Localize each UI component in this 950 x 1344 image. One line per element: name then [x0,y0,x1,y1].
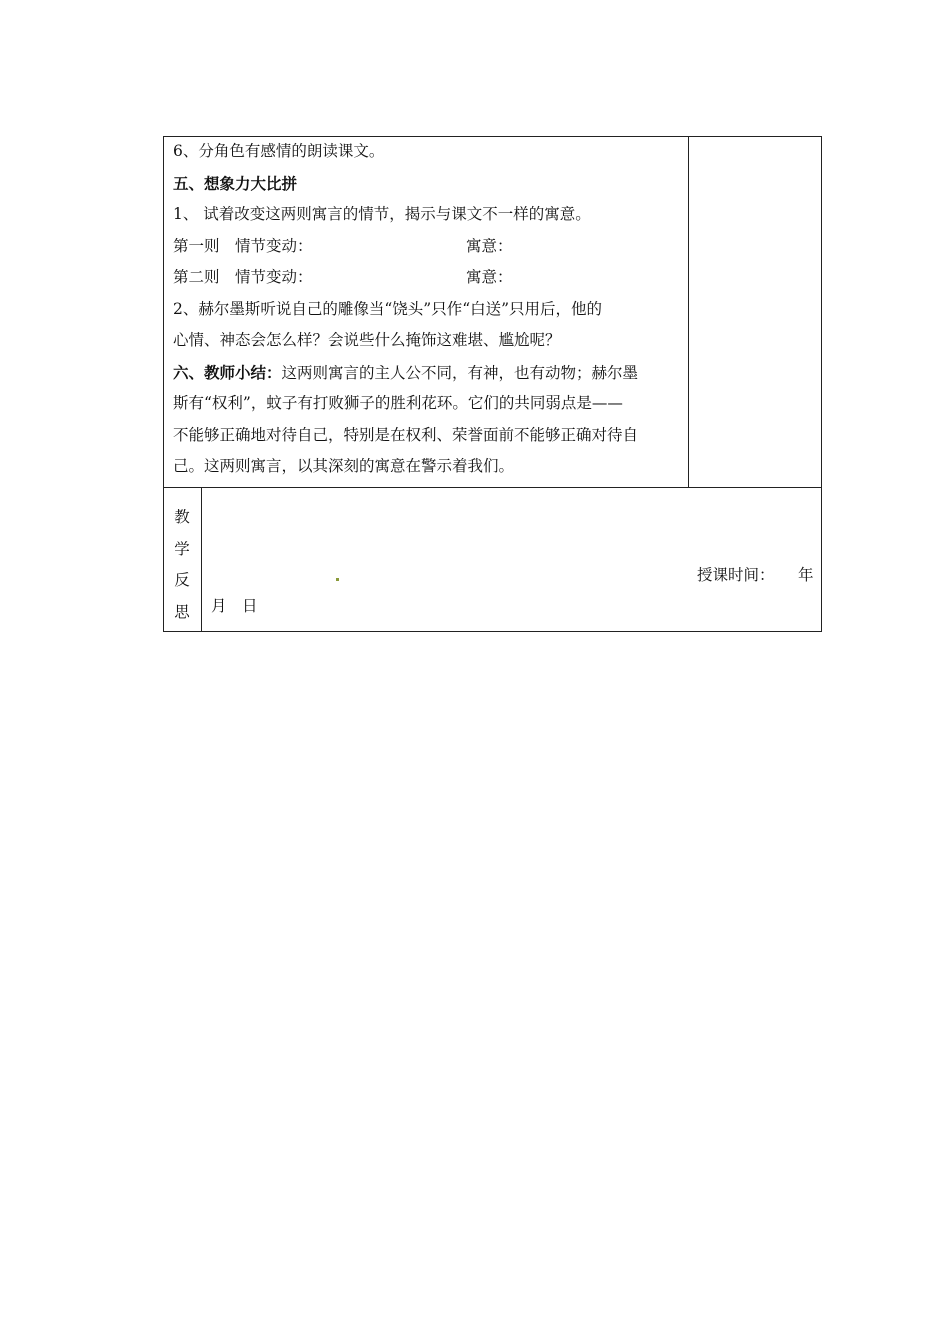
table-divider-vertical [688,137,689,487]
table-divider-horizontal [164,487,821,488]
activity-read-aloud: 6、分角色有感情的朗读课文。 [173,142,385,160]
fable-two-row [173,262,681,294]
fable-two-plot-label: 第二则 情节变动： [173,268,313,286]
lesson-content [173,136,681,483]
summary-text-4: 己。这两则寓言，以其深刻的寓意在警示着我们。 [173,457,515,475]
label-char-4: 思 [174,602,190,621]
summary-text-2: 斯有“权利”，蚊子有打败狮子的胜利花环。它们的共同弱点是—— [173,394,623,412]
lesson-time-year: 年 [798,566,814,584]
fable-one-row [173,231,681,263]
label-char-3: 反 [174,571,190,589]
section-six-line-1 [173,357,681,389]
lesson-time-month-day: 月 日 [211,597,258,615]
fable-one-moral-label: 寓意： [466,236,513,255]
stray-mark [336,578,339,581]
section-six-title: 六、教师小结： [173,362,282,382]
section-five-item-2-line-1: 2、赫尔墨斯听说自己的雕像当“饶头”只作“白送”只用后，他的 [173,299,603,318]
lesson-time-label: 授课时间： [697,566,775,584]
fable-one-plot-label: 第一则 情节变动： [173,236,313,255]
summary-text-3: 不能够正确地对待自己，特别是在权利、荣誉面前不能够正确对待自 [173,425,639,444]
section-five-item-1: 1、 试着改变这两则寓言的情节，揭示与课文不一样的寓意。 [173,205,591,223]
label-char-1: 教 [174,508,190,526]
summary-text-1: 这两则寓言的主人公不同，有神，也有动物；赫尔墨 [281,363,639,382]
teaching-reflection-label [164,502,200,628]
fable-two-moral-label: 寓意： [466,268,513,286]
section-five-item-2-line-2: 心情、神态会怎么样？会说些什么掩饰这难堪、尴尬呢？ [173,331,561,349]
reflection-label-divider [201,487,202,632]
section-five-title: 五、想象力大比拼 [173,173,298,193]
label-char-2: 学 [174,539,190,558]
